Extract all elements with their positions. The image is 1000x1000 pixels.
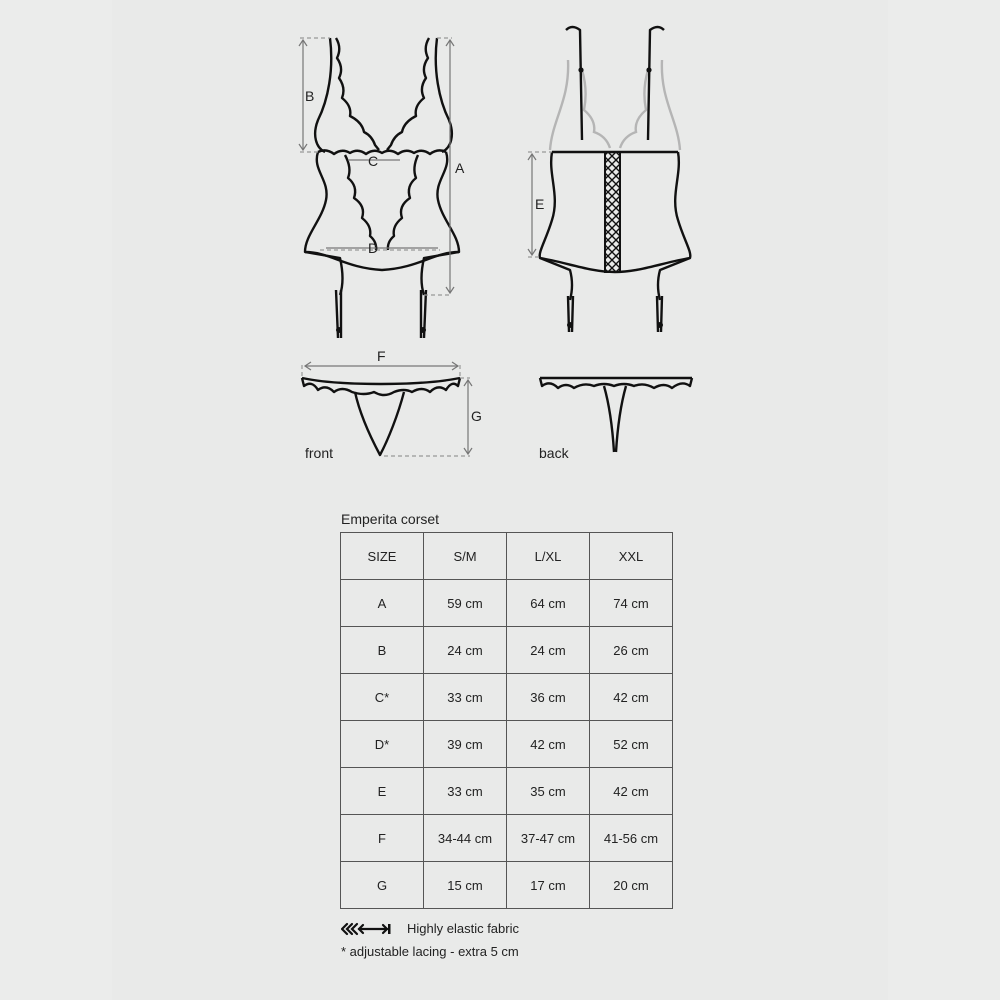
table-cell: 39 cm	[424, 721, 507, 768]
table-cell: 20 cm	[590, 862, 673, 909]
table-cell: 64 cm	[507, 580, 590, 627]
table-cell: 52 cm	[590, 721, 673, 768]
table-cell: 24 cm	[424, 627, 507, 674]
table-cell: F	[341, 815, 424, 862]
back-view-label: back	[539, 445, 569, 461]
front-thong	[302, 378, 460, 455]
table-cell: G	[341, 862, 424, 909]
label-B: B	[305, 88, 315, 104]
table-row	[341, 768, 673, 815]
back-corset-straps-faded	[550, 60, 680, 150]
table-cell: 42 cm	[590, 674, 673, 721]
table-cell: A	[341, 580, 424, 627]
lacing-note: * adjustable lacing - extra 5 cm	[341, 944, 519, 959]
table-cell: D*	[341, 721, 424, 768]
table-row	[341, 580, 673, 627]
table-cell: 42 cm	[507, 721, 590, 768]
front-corset	[305, 38, 459, 338]
elastic-legend	[341, 921, 519, 936]
table-cell: 37-47 cm	[507, 815, 590, 862]
table-cell: 15 cm	[424, 862, 507, 909]
elastic-text: Highly elastic fabric	[407, 921, 519, 936]
size-table	[340, 532, 673, 909]
table-cell: 33 cm	[424, 768, 507, 815]
table-cell: 34-44 cm	[424, 815, 507, 862]
table-cell: 33 cm	[424, 674, 507, 721]
header-cell: SIZE	[341, 533, 424, 580]
table-title: Emperita corset	[341, 511, 440, 527]
table-cell: 17 cm	[507, 862, 590, 909]
label-G: G	[471, 408, 482, 424]
table-cell: 35 cm	[507, 768, 590, 815]
table-cell: C*	[341, 674, 424, 721]
elastic-fabric-icon	[341, 922, 393, 936]
table-cell: 26 cm	[590, 627, 673, 674]
label-A: A	[455, 160, 465, 176]
table-cell: 24 cm	[507, 627, 590, 674]
label-F: F	[377, 348, 386, 364]
table-cell: 42 cm	[590, 768, 673, 815]
header-cell: XXL	[590, 533, 673, 580]
table-cell: 41-56 cm	[590, 815, 673, 862]
header-cell: L/XL	[507, 533, 590, 580]
table-cell: 74 cm	[590, 580, 673, 627]
table-cell: 59 cm	[424, 580, 507, 627]
header-cell: S/M	[424, 533, 507, 580]
label-D: D	[368, 240, 379, 256]
label-E: E	[535, 196, 545, 212]
table-cell: 36 cm	[507, 674, 590, 721]
table-header-row	[341, 533, 673, 580]
table-row	[341, 627, 673, 674]
back-thong	[540, 378, 692, 452]
table-row	[341, 815, 673, 862]
table-row	[341, 862, 673, 909]
table-cell: B	[341, 627, 424, 674]
table-row	[341, 674, 673, 721]
table-cell: E	[341, 768, 424, 815]
table-row	[341, 721, 673, 768]
label-C: C	[368, 153, 379, 169]
front-view-label: front	[305, 445, 334, 461]
